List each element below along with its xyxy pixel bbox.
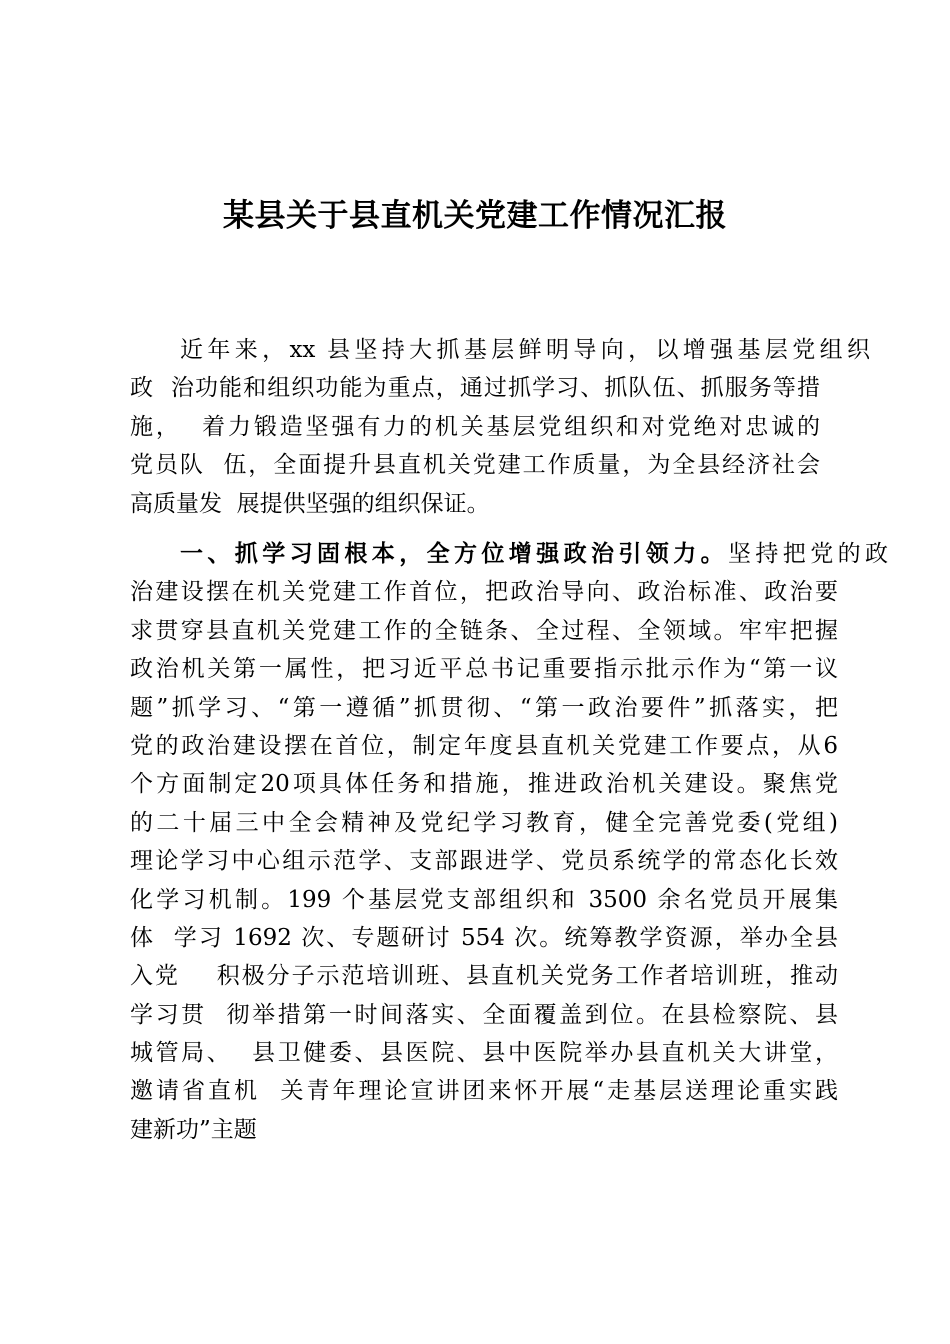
section-first-line [130,535,888,573]
intro-paragraph [130,331,870,523]
paragraph-line: 求贯穿县直机关党建工作的全链条、全过程、全领域。牢牢把握 [130,617,838,644]
paragraph-line: 城管局、 县卫健委、县医院、县中医院举办县直机关大讲堂， [130,1040,838,1067]
document-title: 某县关于县直机关党建工作情况汇报 [223,198,727,234]
paragraph-line: 近年来，xx 县坚持大抓基层鲜明导向，以增强基层党组织 [180,337,870,363]
paragraph-line: 题”抓学习、“第一遵循”抓贯彻、“第一政治要件”抓落实，把 [130,694,838,721]
paragraph-line: 个方面制定20项具体任务和措施，推进政治机关建设。聚焦党 [130,771,838,798]
paragraph-line: 入党 积极分子示范培训班、县直机关党务工作者培训班，推动 [130,963,838,990]
paragraph-line: 化学习机制。199 个基层党支部组织和 3500 余名党员开展集 [130,886,838,913]
paragraph-line: 政 治功能和组织功能为重点，通过抓学习、抓队伍、抓服务等措 [130,375,820,402]
paragraph-line: 治建设摆在机关党建工作首位，把政治导向、政治标准、政治要 [130,579,838,606]
paragraph-line: 邀请省直机 关青年理论宣讲团来怀开展“走基层送理论重实践 [130,1078,838,1105]
paragraph-line: 的二十届三中全会精神及党纪学习教育，健全完善党委(党组) [130,809,838,836]
paragraph-line: 学习贯 彻举措第一时间落实、全面覆盖到位。在县检察院、县 [130,1001,838,1028]
paragraph-line: 党的政治建设摆在首位，制定年度县直机关党建工作要点，从6 [130,732,838,759]
paragraph-line: 高质量发 展提供坚强的组织保证。 [130,490,490,517]
paragraph-line: 理论学习中心组示范学、支部跟进学、党员系统学的常态化长效 [130,848,838,875]
paragraph-line: 建新功”主题 [130,1116,257,1143]
section-first-line-rest: 坚持把党的政 [728,541,889,567]
paragraph-line: 体 学习 1692 次、专题研讨 554 次。统筹教学资源，举办全县 [130,924,838,951]
paragraph-line: 施， 着力锻造坚强有力的机关基层党组织和对党绝对忠诚的 [130,413,820,440]
section-one-paragraph [130,535,889,1149]
section-heading: 一、抓学习固根本，全方位增强政治引领力。 [180,541,728,567]
paragraph-line: 政治机关第一属性，把习近平总书记重要指示批示作为“第一议 [130,656,838,683]
paragraph-line: 党员队 伍，全面提升县直机关党建工作质量，为全县经济社会 [130,452,820,479]
